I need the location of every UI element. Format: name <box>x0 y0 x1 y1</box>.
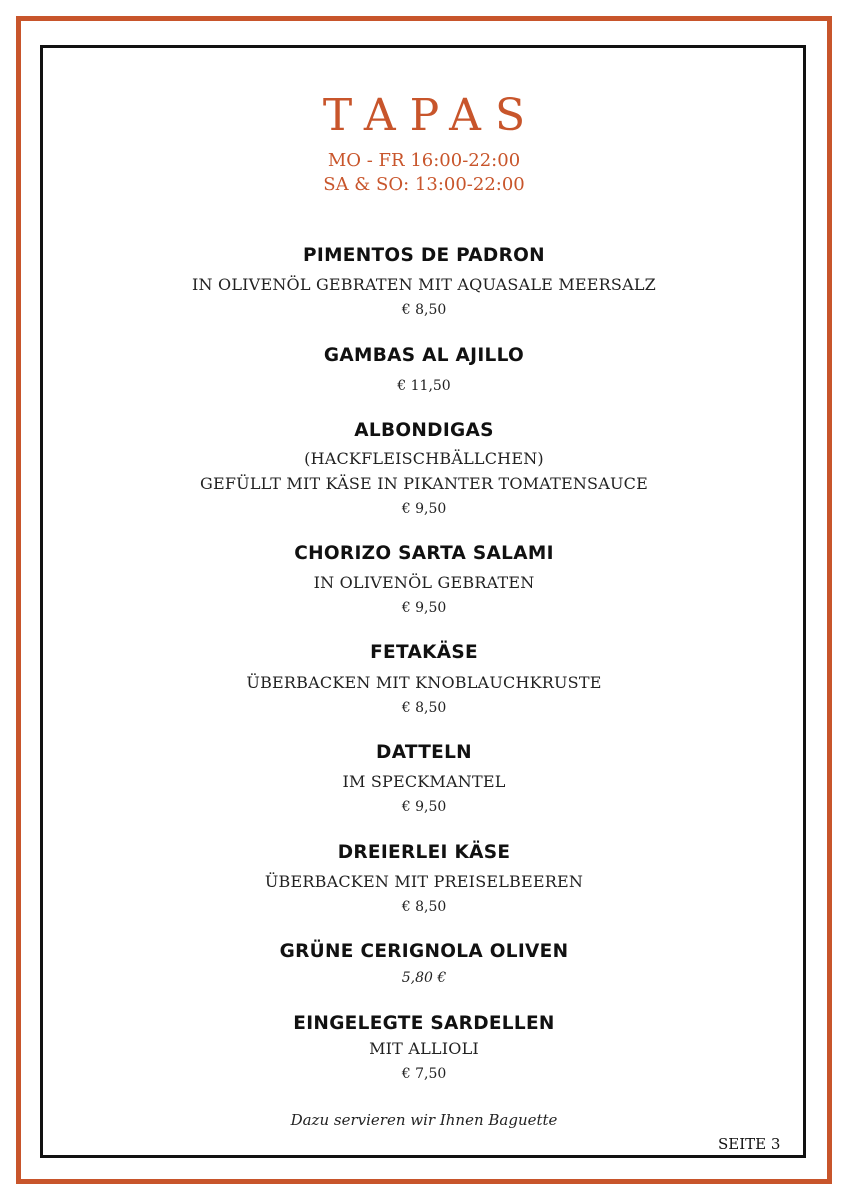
dish-price: € 8,50 <box>401 899 447 915</box>
dish-name: ALBONDIGAS <box>354 420 494 441</box>
dish-description: ÜBERBACKEN MIT KNOBLAUCHKRUSTE <box>246 673 602 692</box>
dish-name: GAMBAS AL AJILLO <box>323 345 525 366</box>
dish-description: IN OLIVENÖL GEBRATEN MIT AQUASALE MEERSALZ <box>192 275 656 294</box>
dish-description: (HACKFLEISCHBÄLLCHEN) <box>304 449 544 468</box>
dish-price: € 8,50 <box>401 302 447 318</box>
dish-name: EINGELEGTE SARDELLEN <box>293 1013 555 1034</box>
dish-price: € 11,50 <box>397 378 451 394</box>
hours-weekend: SA & SO: 13:00-22:00 <box>323 174 525 195</box>
dish-description: MIT ALLIOLI <box>369 1039 479 1058</box>
hours-weekday: MO - FR 16:00-22:00 <box>327 150 521 171</box>
dish-price: 5,80 € <box>401 970 447 986</box>
baguette-note: Dazu servieren wir Ihnen Baguette <box>290 1111 558 1129</box>
dish-name: FETAKÄSE <box>370 642 478 663</box>
dish-description: ÜBERBACKEN MIT PREISELBEEREN <box>264 872 584 891</box>
dish-price: € 9,50 <box>401 600 447 616</box>
dish-price: € 7,50 <box>401 1066 447 1082</box>
dish-name: GRÜNE CERIGNOLA OLIVEN <box>279 941 569 962</box>
dish-name: DATTELN <box>376 742 472 763</box>
dish-description: IN OLIVENÖL GEBRATEN <box>313 573 535 592</box>
dish-description: IM SPECKMANTEL <box>342 772 506 791</box>
dish-name: DREIERLEI KÄSE <box>337 842 511 863</box>
dish-name: CHORIZO SARTA SALAMI <box>294 543 554 564</box>
dish-price: € 8,50 <box>401 700 447 716</box>
dish-name: PIMENTOS DE PADRON <box>303 245 545 266</box>
dish-price: € 9,50 <box>401 799 447 815</box>
menu-title: TAPAS <box>322 90 540 141</box>
dish-description: GEFÜLLT MIT KÄSE IN PIKANTER TOMATENSAUCE <box>200 474 648 493</box>
dish-price: € 9,50 <box>401 501 447 517</box>
page-number: SEITE 3 <box>718 1135 781 1153</box>
